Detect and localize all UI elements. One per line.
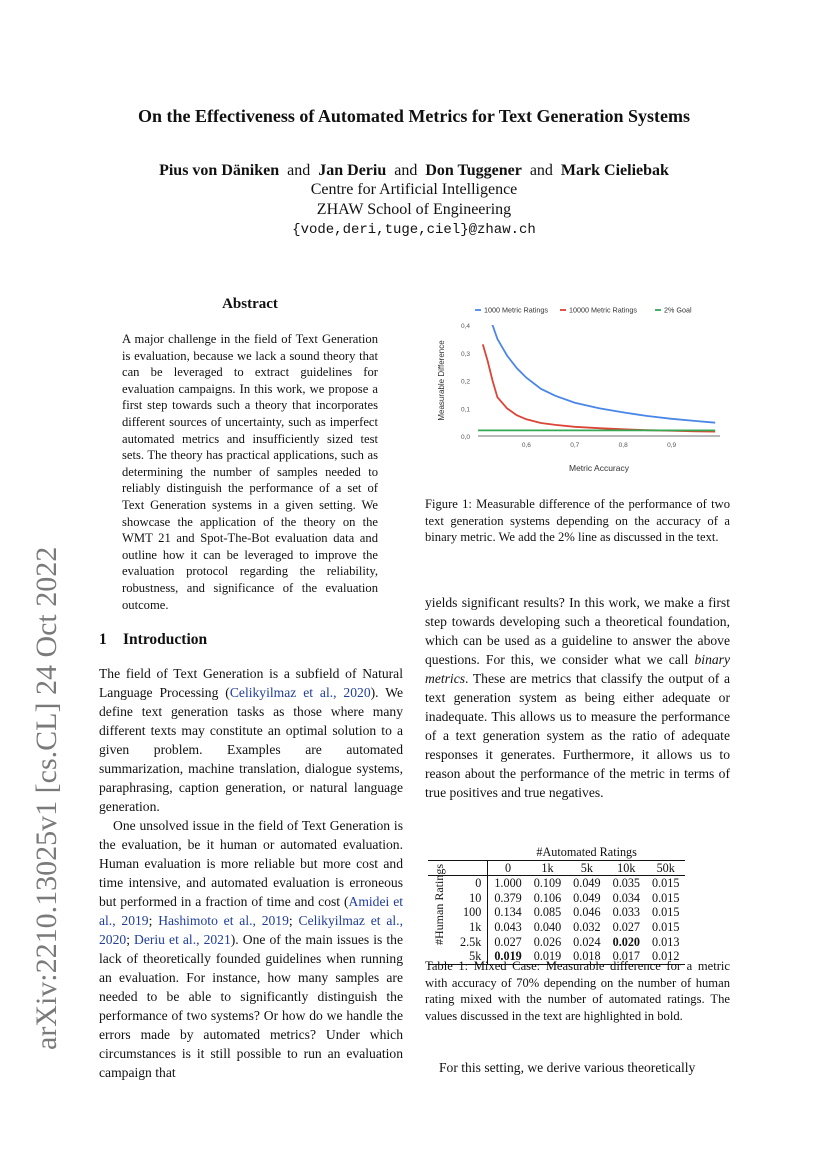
table-row <box>428 905 685 920</box>
arxiv-stamp: arXiv:2210.13025v1 [cs.CL] 24 Oct 2022 <box>30 546 63 1050</box>
y-tick-label: 0,0 <box>460 434 470 441</box>
table-col-header: 50k <box>646 860 685 876</box>
right-column-body: yields significant results? In this work, we make a first step towards developing such a theoretical foundation, which can be used as a guideline to answer the above questions. For this, we consider what we call binary metrics. These are metrics that classify the output of a text generation system as being either adequate or inadequate. This allows us to measure the performance of a text generation system as the ratio of adequate responses it generates. Furthermore, it allows us to reason about the performance of the metric in terms of true positives and true negatives. <box>425 595 730 800</box>
table-cell: 0.026 <box>533 934 562 949</box>
x-axis-label: Metric Accuracy <box>569 463 629 473</box>
table-cell: 0.018 <box>567 949 606 964</box>
abstract-text: A major challenge in the field of Text Generation is evaluation, because we lack a sound theory that can be leveraged to extract guidelines for evaluation campaigns. In this work, we propose a first step towards such a theory that incorporates different sources of uncertainty, such as imperfect automated metrics and insufficiently sized test sets. The theory has practical applications, such as determining the number of samples needed to reliably distinguish the performance of a set of Text Generation systems in a given setting. We showcase the application of the theory on the WMT 21 and Spot-The-Bot evaluation data and outline how it can be leveraged to improve the evaluation protocol regarding the reliability, robustness, and significance of the evaluation outcome. <box>122 332 378 612</box>
author-name: Pius von Däniken <box>159 162 280 179</box>
table-col-header: 10k <box>607 860 646 876</box>
table-col-header: 1k <box>528 860 567 876</box>
table-1 <box>428 845 685 965</box>
x-tick-label: 0,9 <box>667 442 677 449</box>
intro-paragraph-2: One unsolved issue in the field of Text Generation is the evaluation, be it human or automated evaluation. Human evaluation is more reliable but more cost and time intensive, and automated evaluation is erroneous but performed in a fraction of time and cost (Amidei et al., 2019; Hashimoto et al., 2019; Celikyilmaz et al., 2020; Deriu et al., 2021). One of the main issues is the lack of theoretically founded guidelines when running an evaluation. For instance, how many samples are needed to be able to significantly distinguish the performance of two systems? Or how do we handle the errors made by automated metrics? Under which circumstances is it still possible to run an evaluation campaign that <box>99 818 404 1080</box>
x-tick-label: 0,7 <box>570 442 580 449</box>
table-row <box>428 935 685 950</box>
right-column-paragraph-2: For this setting, we derive various theoretically <box>439 1060 696 1075</box>
table-cell: 0.015 <box>652 876 680 891</box>
section-heading <box>99 631 207 649</box>
intro-paragraph-1: The field of Text Generation is a subfield of Natural Language Processing (Celikyilmaz et al., 2020). We define text generation tasks as those where many different texts may constitute an optimal solution to a given problem. Examples are automated summarization, machine translation, dialogue systems, paraphrasing, caption generation, or natural language generation. <box>99 666 403 814</box>
author-sep: and <box>529 162 553 179</box>
table-cell: 0.379 <box>488 891 528 906</box>
table-cell: 0.043 <box>488 920 528 935</box>
table-cell: 0.015 <box>652 890 680 905</box>
table-row <box>428 920 685 935</box>
y-tick-label: 0,3 <box>460 350 470 358</box>
table-cell: 0.034 <box>612 890 641 905</box>
citation-link[interactable]: Celikyilmaz et al., 2020 <box>99 913 403 947</box>
table-row-header: 0 <box>475 876 482 891</box>
legend-entry: 10000 Metric Ratings <box>569 305 637 315</box>
author-sep: and <box>287 162 311 179</box>
table-cell: 0.027 <box>612 919 641 934</box>
table-cell: 0.049 <box>573 876 601 891</box>
section-title: Introduction <box>123 631 208 648</box>
y-tick-label: 0,2 <box>460 378 470 386</box>
emphasis: binary metrics <box>425 652 730 686</box>
affiliation-line2: ZHAW School of Engineering <box>316 201 512 218</box>
table-cell: 1.000 <box>488 876 528 891</box>
table-row-header: 5k <box>454 949 488 964</box>
y-tick-label: 0,4 <box>460 323 470 330</box>
author-line <box>0 161 828 181</box>
table-cell: 0.012 <box>646 949 685 964</box>
citation-link[interactable]: Hashimoto et al., 2019 <box>158 913 289 928</box>
y-axis-label: Measurable Difference <box>437 340 446 421</box>
legend-entry: 2% Goal <box>664 305 692 315</box>
table-cell: 0.015 <box>652 919 680 934</box>
table-cell: 0.017 <box>607 949 646 964</box>
table-cell: 0.019 <box>488 949 528 964</box>
table-cell: 0.013 <box>652 934 680 949</box>
table-row-header: 2.5k <box>460 934 482 949</box>
table-row-header: 10 <box>469 890 482 905</box>
affiliation-line1: Centre for Artificial Intelligence <box>310 181 518 198</box>
citation-link[interactable]: Celikyilmaz et al., 2020 <box>229 685 371 700</box>
citation-link[interactable]: Deriu et al., 2021 <box>134 932 231 947</box>
table-col-header: 5k <box>567 860 606 876</box>
author-sep: and <box>394 162 418 179</box>
table-cell: 0.106 <box>533 890 562 905</box>
legend-entry: 1000 Metric Ratings <box>484 305 548 315</box>
table-cell: 0.040 <box>533 919 562 934</box>
y-tick-label: 0,1 <box>460 406 470 414</box>
table-cell: 0.085 <box>533 905 562 920</box>
table-cell: 0.019 <box>528 949 567 964</box>
table-row <box>428 876 685 891</box>
table-cell: 0.109 <box>533 876 562 891</box>
x-tick-label: 0,6 <box>521 442 531 449</box>
author-name: Jan Deriu <box>318 162 387 179</box>
paper-title: On the Effectiveness of Automated Metrics for Text Generation Systems <box>137 106 691 126</box>
x-tick-label: 0,8 <box>618 442 628 449</box>
table-cell: 0.020 <box>612 934 641 949</box>
table-1-caption: Table 1: Mixed Case: Measurable difference for a metric with accuracy of 70% depending on the number of human rating mixed with the number of automated ratings. The values discussed in the text are highlighted in bold. <box>425 959 730 1023</box>
table-cell: 0.024 <box>573 934 601 949</box>
section-number: 1 <box>99 631 107 648</box>
author-name: Mark Cieliebak <box>560 162 669 179</box>
table-col-group: #Automated Ratings <box>536 845 637 859</box>
table-cell: 0.033 <box>612 905 641 920</box>
author-name: Don Tuggener <box>425 162 522 179</box>
table-row-group: #Human Ratings <box>432 864 446 945</box>
citation-link[interactable]: Amidei et al., 2019 <box>99 894 404 928</box>
table-cell: 0.046 <box>573 905 601 920</box>
table-col-header: 0 <box>488 860 528 876</box>
series-line-0 <box>488 311 716 423</box>
figure-1-caption: Figure 1: Measurable difference of the performance of two text generation systems depending on the accuracy of a binary metric. We add the 2% line as discussed in the text. <box>425 497 730 544</box>
table-cell: 0.015 <box>652 905 680 920</box>
series-line-1 <box>483 344 715 431</box>
table-cell: 0.035 <box>612 876 641 891</box>
table-cell: 0.032 <box>573 919 601 934</box>
table-cell: 0.049 <box>573 890 601 905</box>
table-row <box>428 891 685 906</box>
table-corner <box>454 860 488 876</box>
abstract-heading: Abstract <box>222 296 278 312</box>
table-row-header: 1k <box>469 919 482 934</box>
table-row-header: 100 <box>463 905 482 920</box>
affiliation-email[interactable]: {vode,deri,tuge,ciel}@zhaw.ch <box>292 222 536 238</box>
table-cell: 0.134 <box>488 905 528 920</box>
figure-1-chart <box>430 300 730 480</box>
table-cell: 0.027 <box>488 935 528 950</box>
intro-body <box>99 664 403 1082</box>
